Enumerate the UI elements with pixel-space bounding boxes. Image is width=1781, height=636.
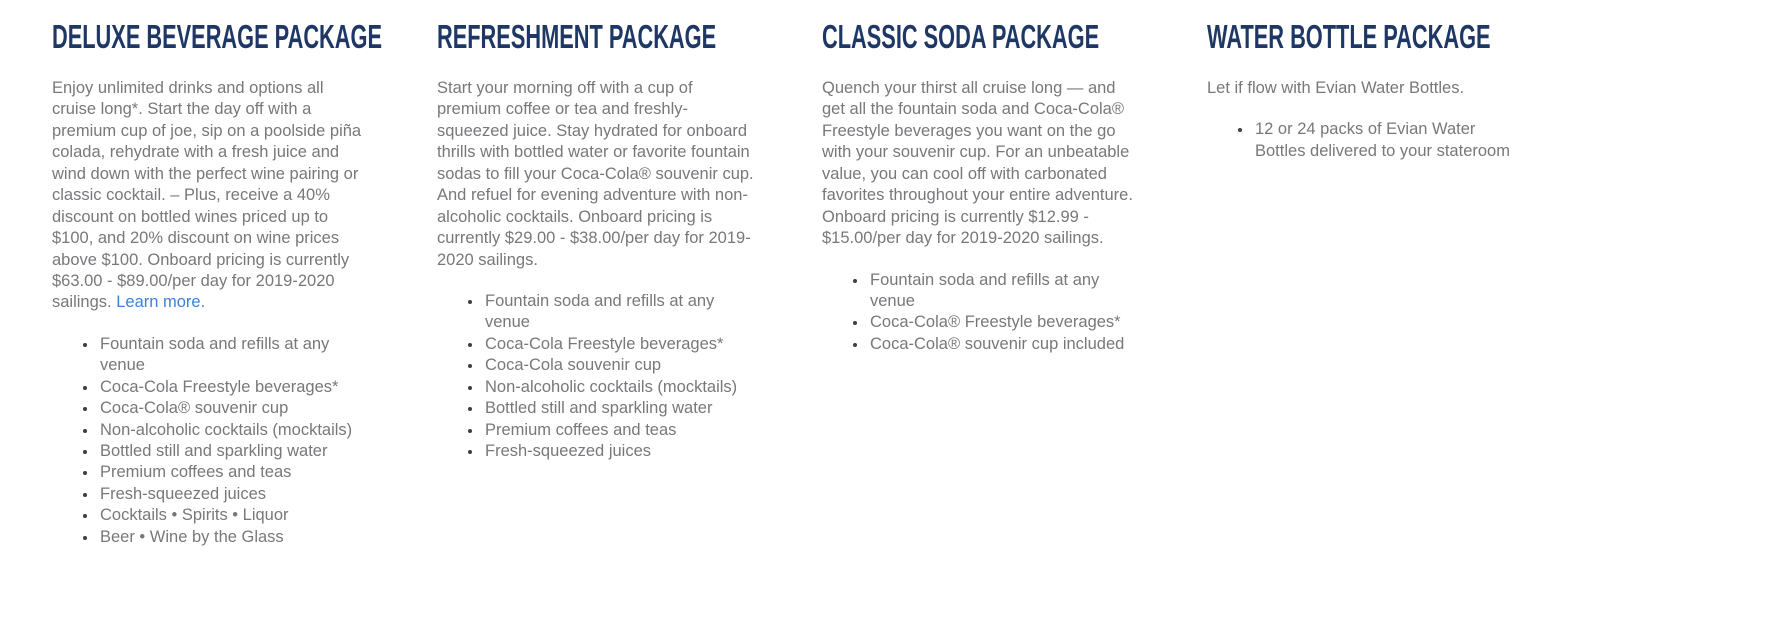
package-item-list bbox=[1207, 119, 1525, 162]
list-item: • Fountain soda and refills at any venue bbox=[868, 270, 1140, 313]
package-title-text: DELUXE BEVERAGE PACKAGE bbox=[52, 18, 382, 55]
package-column bbox=[822, 18, 1140, 548]
list-item: • Fountain soda and refills at any venue bbox=[98, 334, 370, 377]
package-title bbox=[437, 18, 755, 55]
package-title-text: REFRESHMENT PACKAGE bbox=[437, 18, 717, 55]
list-item: • Non-alcoholic cocktails (mocktails) bbox=[483, 377, 755, 398]
package-description bbox=[822, 78, 1140, 250]
list-item: • Beer • Wine by the Glass bbox=[98, 527, 370, 548]
list-item: • Premium coffees and teas bbox=[483, 420, 755, 441]
package-title bbox=[1207, 18, 1525, 55]
list-item: • Bottled still and sparkling water bbox=[98, 441, 370, 462]
list-item: • Coca-Cola® souvenir cup included bbox=[868, 334, 1140, 355]
package-title-text: CLASSIC SODA PACKAGE bbox=[822, 18, 1100, 55]
list-item: • Premium coffees and teas bbox=[98, 462, 370, 483]
list-item: • Fountain soda and refills at any venue bbox=[483, 291, 755, 334]
package-title-text: WATER BOTTLE PACKAGE bbox=[1207, 18, 1491, 55]
list-item: • Coca-Cola souvenir cup bbox=[483, 355, 755, 376]
package-item-list bbox=[437, 291, 755, 463]
package-title bbox=[52, 18, 382, 55]
list-item: • Non-alcoholic cocktails (mocktails) bbox=[98, 420, 370, 441]
list-item: • Coca-Cola Freestyle beverages* bbox=[483, 334, 755, 355]
package-description-text: Let if flow with Evian Water Bottles. bbox=[1207, 79, 1465, 97]
package-description bbox=[437, 78, 755, 271]
learn-more-link[interactable]: Learn more. bbox=[116, 293, 206, 312]
package-item-list bbox=[52, 334, 370, 548]
package-column bbox=[52, 18, 382, 548]
list-item: • Fresh-squeezed juices bbox=[98, 484, 370, 505]
list-item: • Coca-Cola Freestyle beverages* bbox=[98, 377, 370, 398]
list-item: • Coca-Cola® Freestyle beverages* bbox=[868, 312, 1140, 333]
package-column bbox=[1207, 18, 1525, 548]
list-item: • Bottled still and sparkling water bbox=[483, 398, 755, 419]
list-item: • Cocktails • Spirits • Liquor bbox=[98, 505, 370, 526]
package-title bbox=[822, 18, 1140, 55]
list-item: • Fresh-squeezed juices bbox=[483, 441, 755, 462]
package-item-list bbox=[822, 270, 1140, 356]
list-item: • Coca-Cola® souvenir cup bbox=[98, 398, 370, 419]
package-description bbox=[52, 78, 370, 314]
package-column bbox=[437, 18, 755, 548]
package-description-text: Start your morning off with a cup of premium coffee or tea and freshly-squeezed juice. Stay hydrated for onboard thrills with bottled water or favorite fountain sodas to fill your Coca-Cola® souvenir cup. And refuel for evening adventure with non-alcoholic cocktails. Onboard pricing is currently $29.00 - $38.00/per day for 2019-2020 sailings. bbox=[437, 79, 754, 269]
package-description-text: Enjoy unlimited drinks and options all cruise long*. Start the day off with a premium cup of joe, sip on a poolside piña colada, rehydrate with a fresh juice and wind down with the perfect wine pairing or classic cocktail. – Plus, receive a 40% discount on bottled wines priced up to $100, and 20% discount on wine prices above $100. Onboard pricing is currently $63.00 - $89.00/per day for 2019-2020 sailings. bbox=[52, 79, 362, 312]
package-description-text: Quench your thirst all cruise long — and get all the fountain soda and Coca-Cola® Freestyle beverages you want on the go with your souvenir cup. For an unbeatable value, you can cool off with carbonated favorites throughout your entire adventure. Onboard pricing is currently $12.99 - $15.00/per day for 2019-2020 sailings. bbox=[822, 79, 1133, 248]
package-description bbox=[1207, 78, 1525, 99]
list-item: • 12 or 24 packs of Evian Water Bottles delivered to your stateroom bbox=[1253, 119, 1525, 162]
